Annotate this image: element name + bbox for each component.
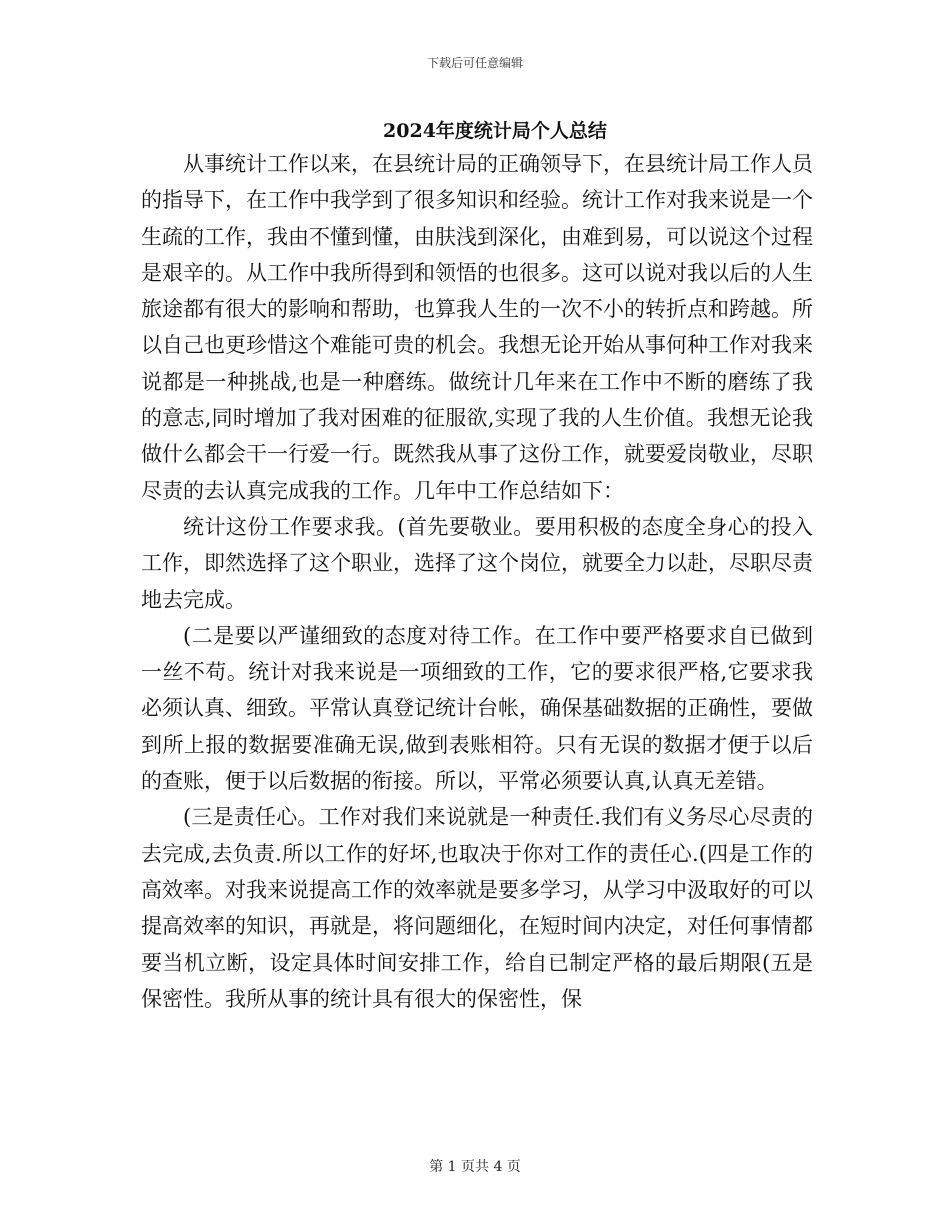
paragraph-dedication: 统计这份工作要求我。(首先要敬业。要用积极的态度全身心的投入工作，即然选择了这个职业，选择了这个岗位，就要全力以赴，尽职尽责地去完成。	[141, 514, 813, 612]
document-title: 2024年度统计局个人总结	[383, 120, 607, 142]
header-note: 下载后可任意编辑	[426, 56, 523, 70]
page-number: 第 1 页共 4 页	[429, 1159, 521, 1175]
paragraph-intro: 从事统计工作以来，在县统计局的正确领导下，在县统计局工作人员的指导下，在工作中我学到了很多知识和经验。统计工作对我来说是一个生疏的工作，我由不懂到懂，由肤浅到深化，由难到易，可以说这个过程是艰辛的。从工作中我所得到和领悟的也很多。这可以说对我以后的人生旅途都有很大的影响和帮助，也算我人生的一次不小的转折点和跨越。所以自己也更珍惜这个难能可贵的机会。我想无论开始从事何种工作对我来说都是一种挑战,也是一种磨练。做统计几年来在工作中不断的磨练了我的意志,同时增加了我对困难的征服欲,实现了我的人生价值。我想无论我做什么都会干一行爱一行。既然我从事了这份工作，就要爱岗敬业，尽职尽责的去认真完成我的工作。几年中工作总结如下：	[141, 152, 813, 503]
paragraph-responsibility: (三是责任心。工作对我们来说就是一种责任.我们有义务尽心尽责的去完成,去负责.所以工作的好坏,也取决于你对工作的责任心.(四是工作的高效率。对我来说提高工作的效率就是要多学习，从学习中汲取好的可以提高效率的知识，再就是，将问题细化，在短时间内决定，对任何事情都要当机立断，设定具体时间安排工作，给自已制定严格的最后期限(五是保密性。我所从事的统计具有很大的保密性，保	[141, 805, 813, 1011]
paragraph-rigor: (二是要以严谨细致的态度对待工作。在工作中要严格要求自已做到一丝不苟。统计对我来说是一项细致的工作，它的要求很严格,它要求我必须认真、细致。平常认真登记统计台帐，确保基础数据的正确性，要做到所上报的数据要准确无误,做到表账相符。只有无误的数据才便于以后的查账，便于以后数据的衔接。所以，平常必须要认真,认真无差错。	[141, 623, 813, 794]
document-body	[141, 146, 813, 1017]
